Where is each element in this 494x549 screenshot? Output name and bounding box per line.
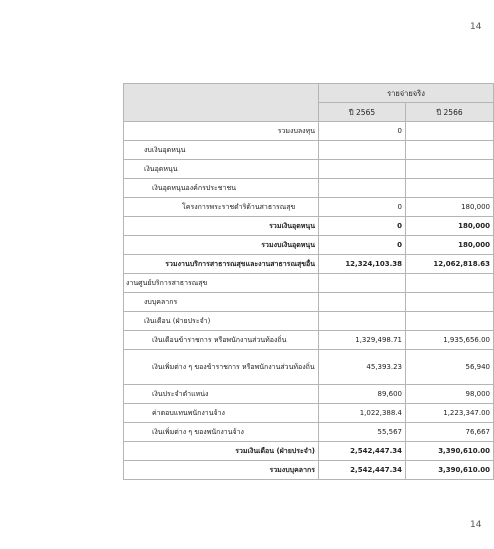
row-value-2566: 1,223,347.00 <box>406 404 494 423</box>
row-value-2566: 12,062,818.63 <box>406 255 494 274</box>
row-value-2565: 0 <box>319 122 406 141</box>
budget-table <box>123 83 494 480</box>
table-row <box>124 312 494 331</box>
row-value-2565 <box>319 312 406 331</box>
row-value-2565 <box>319 160 406 179</box>
row-value-2565 <box>319 141 406 160</box>
row-value-2565: 0 <box>319 217 406 236</box>
row-label: งบบุคลากร <box>124 293 319 312</box>
row-value-2566: 180,000 <box>406 198 494 217</box>
table-row <box>124 331 494 350</box>
row-value-2565: 0 <box>319 236 406 255</box>
row-value-2566 <box>406 274 494 293</box>
row-label: งานศูนย์บริการสาธารณสุข <box>124 274 319 293</box>
table-row <box>124 423 494 442</box>
row-value-2566 <box>406 122 494 141</box>
page-number-bottom: 14 <box>470 520 482 530</box>
table-row <box>124 179 494 198</box>
table-row <box>124 385 494 404</box>
table-row <box>124 404 494 423</box>
table-row <box>124 141 494 160</box>
table-row <box>124 160 494 179</box>
row-label: เงินอุดหนุนองค์กรประชาชน <box>124 179 319 198</box>
header-actual-expenditure: รายจ่ายจริง <box>319 84 494 103</box>
table-row <box>124 350 494 385</box>
row-value-2565: 45,393.23 <box>319 350 406 385</box>
row-label: เงินเพิ่มต่าง ๆ ของข้าราชการ หรือพนักงานส่วนท้องถิ่น <box>124 350 319 385</box>
row-value-2566 <box>406 160 494 179</box>
row-label: รวมงบบุคลากร <box>124 461 319 480</box>
row-value-2565: 1,329,498.71 <box>319 331 406 350</box>
row-value-2565 <box>319 179 406 198</box>
table-row <box>124 461 494 480</box>
row-value-2566: 1,935,656.00 <box>406 331 494 350</box>
row-value-2565: 12,324,103.38 <box>319 255 406 274</box>
row-value-2566 <box>406 141 494 160</box>
table-row <box>124 255 494 274</box>
page-number-top: 14 <box>470 22 482 32</box>
row-value-2566: 98,000 <box>406 385 494 404</box>
row-label: เงินเดือน (ฝ่ายประจำ) <box>124 312 319 331</box>
row-label: รวมเงินอุดหนุน <box>124 217 319 236</box>
row-label: งบเงินอุดหนุน <box>124 141 319 160</box>
row-label: รวมงบลงทุน <box>124 122 319 141</box>
row-value-2565: 2,542,447.34 <box>319 461 406 480</box>
row-value-2565 <box>319 274 406 293</box>
row-value-2565 <box>319 293 406 312</box>
row-value-2566: 76,667 <box>406 423 494 442</box>
row-value-2566: 56,940 <box>406 350 494 385</box>
table-row <box>124 217 494 236</box>
row-label: รวมงบเงินอุดหนุน <box>124 236 319 255</box>
table-row <box>124 274 494 293</box>
table-row <box>124 198 494 217</box>
row-value-2565: 0 <box>319 198 406 217</box>
table-row <box>124 236 494 255</box>
row-label: รวมเงินเดือน (ฝ่ายประจำ) <box>124 442 319 461</box>
table-row <box>124 293 494 312</box>
row-value-2566 <box>406 293 494 312</box>
header-year-2565: ปี 2565 <box>319 103 406 122</box>
row-label: เงินประจำตำแหน่ง <box>124 385 319 404</box>
header-year-2566: ปี 2566 <box>406 103 494 122</box>
row-value-2566: 180,000 <box>406 217 494 236</box>
row-label: เงินเพิ่มต่าง ๆ ของพนักงานจ้าง <box>124 423 319 442</box>
row-value-2565: 89,600 <box>319 385 406 404</box>
row-value-2566 <box>406 179 494 198</box>
row-label: เงินอุดหนุน <box>124 160 319 179</box>
header-blank <box>124 84 319 122</box>
row-value-2566 <box>406 312 494 331</box>
row-label: ค่าตอบแทนพนักงานจ้าง <box>124 404 319 423</box>
row-label: เงินเดือนข้าราชการ หรือพนักงานส่วนท้องถิ่น <box>124 331 319 350</box>
row-value-2565: 2,542,447.34 <box>319 442 406 461</box>
row-label: รวมงานบริการสาธารณสุขและงานสาธารณสุขอื่น <box>124 255 319 274</box>
row-value-2565: 55,567 <box>319 423 406 442</box>
row-label: โครงการพระราชดำริด้านสาธารณสุข <box>124 198 319 217</box>
row-value-2566: 3,390,610.00 <box>406 442 494 461</box>
table-row <box>124 442 494 461</box>
table-row <box>124 122 494 141</box>
row-value-2566: 3,390,610.00 <box>406 461 494 480</box>
row-value-2565: 1,022,388.4 <box>319 404 406 423</box>
row-value-2566: 180,000 <box>406 236 494 255</box>
